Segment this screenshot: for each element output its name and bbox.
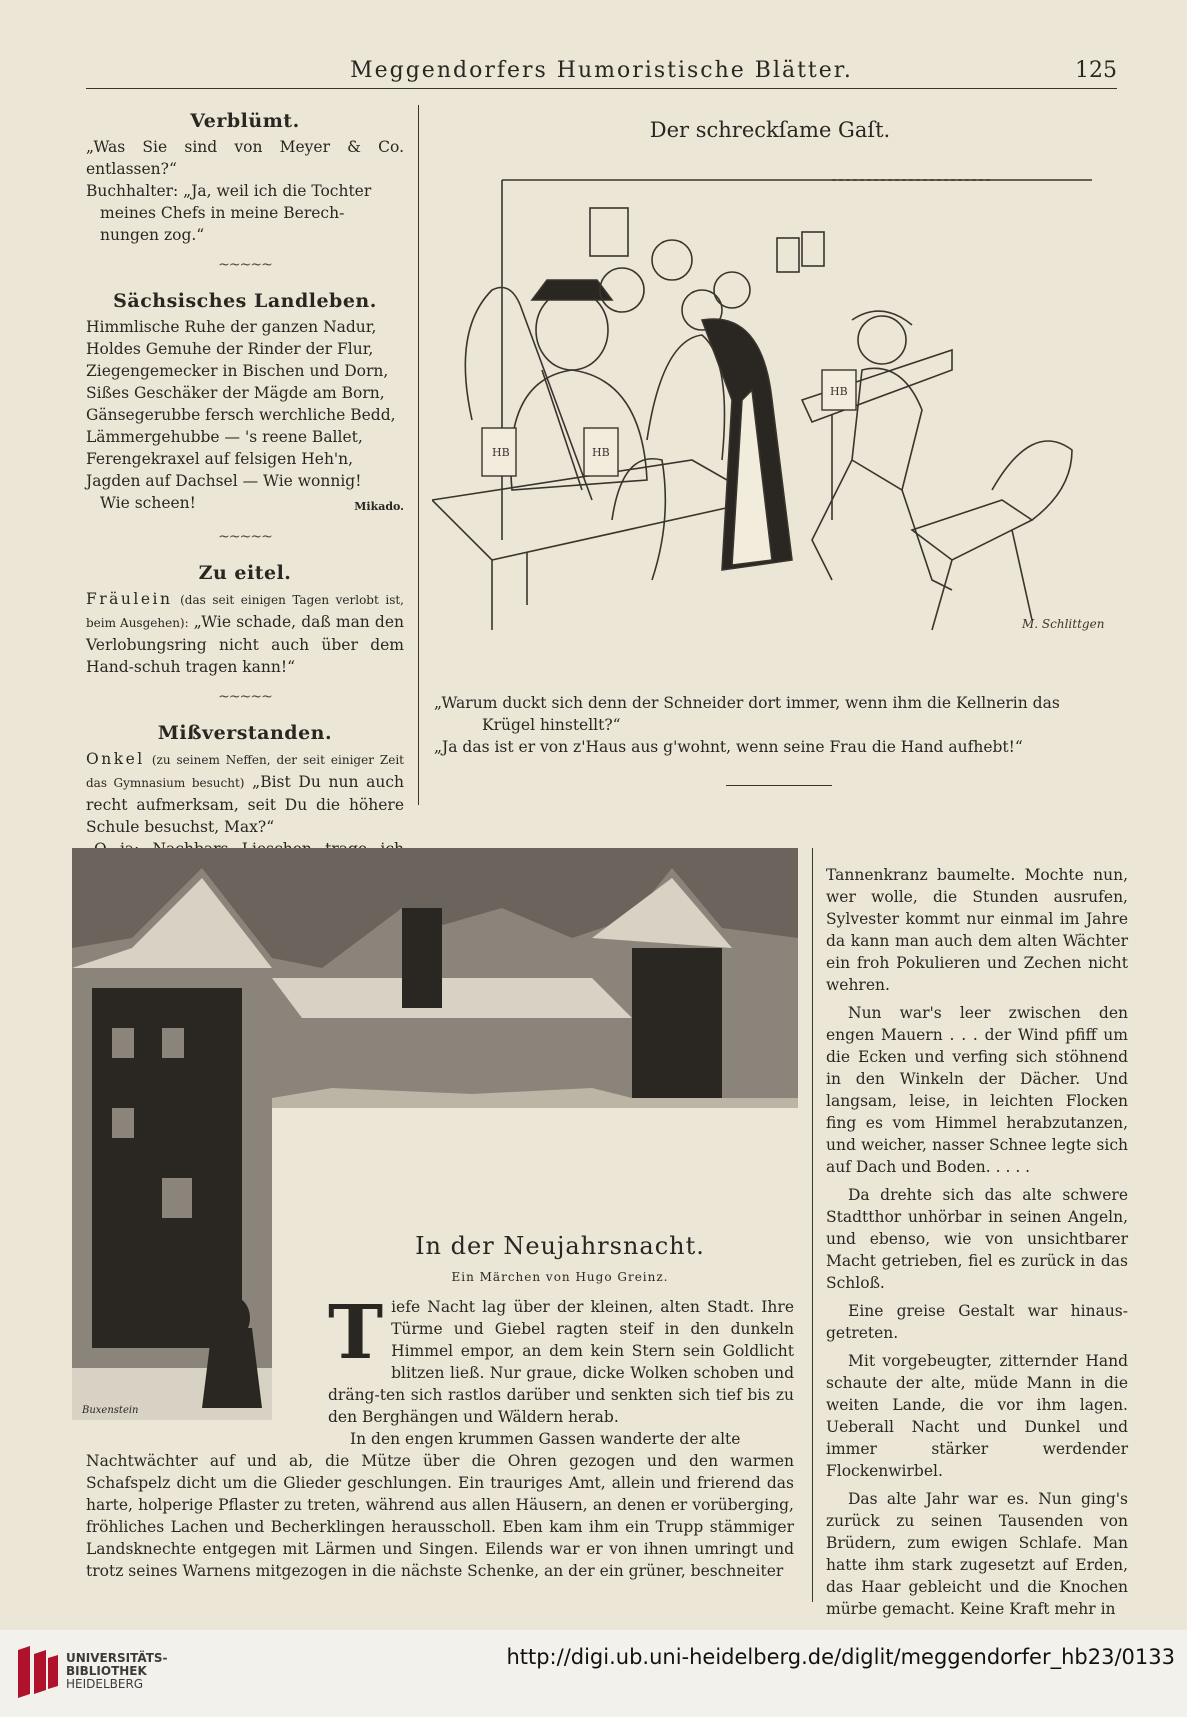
story-title: In der Neujahrsnacht. xyxy=(415,1232,705,1260)
story-paragraph: Tannenkranz baumelte. Mochte nun, wer wolle, die Stunden ausrufen, Sylvester kommt nur einmal im Jahre da kann man auch dem alten Wächter ein froh Pokulieren und Zechen nicht wehren. xyxy=(826,866,1128,994)
story-paragraph: In den engen krummen Gassen wanderte der alte xyxy=(350,1430,741,1448)
stage-aside: (das seit einigen Tagen verlobt ist, beim Ausgehen): xyxy=(86,593,404,630)
joke-paragraph xyxy=(86,588,404,678)
joke-line: „Was Sie sind von Meyer & Co. entlassen?“ xyxy=(86,138,404,178)
page-header xyxy=(86,54,1117,89)
poem-signature: Mikado. xyxy=(354,500,404,513)
left-column xyxy=(86,110,404,904)
illustrator-signature: Buxenstein xyxy=(82,1405,139,1416)
source-url-link[interactable]: http://digi.ub.uni-heidelberg.de/diglit/meggendorfer_hb23/0133 xyxy=(506,1645,1175,1669)
tavern-cartoon-illustration xyxy=(432,160,1112,680)
ornament-divider: ~~~~~ xyxy=(218,689,272,705)
ornament-divider: ~~~~~ xyxy=(218,529,272,545)
story-paragraph: Nun war's leer zwischen den engen Mauern . . . der Wind pfiff um die Ecken und verfing sich stöhnend in den Winkeln der Dächer. Und langsam, leise, in leichten Flocken fing es vom Himmel herabzutanzen, und weicher, nasser Schnee legte sich auf Dach und Boden. . . . . xyxy=(826,1004,1128,1176)
viewer-footer xyxy=(0,1630,1187,1717)
column-divider xyxy=(812,848,813,1602)
joke-heading-1: Verblümt. xyxy=(190,110,300,132)
mug-mark: HB xyxy=(830,385,848,398)
library-logo-icon xyxy=(14,1644,60,1700)
joke-heading-3: Zu eitel. xyxy=(198,562,292,584)
joke-paragraph xyxy=(86,748,404,838)
joke-text: „Bist Du nun auch recht aufmerksam, seit Du die höhere Schule besuchst, Max?“ xyxy=(86,773,405,836)
joke-text: „Wie schade, daß man den Verlobungsring nicht auch über dem Hand-schuh tragen kann!“ xyxy=(86,613,405,676)
speaker: Onkel xyxy=(86,750,145,768)
right-column xyxy=(826,864,1128,1626)
joke-line: nungen zog.“ xyxy=(100,226,205,244)
library-name xyxy=(66,1652,168,1691)
story-paragraph: Eine greise Gestalt war hinaus-getreten. xyxy=(826,1302,1128,1342)
story-continuation xyxy=(86,1450,794,1582)
story-paragraph: Mit vorgebeugter, zitternder Hand schaute der alte, müde Mann in die weiten Lande, die vor ihm lagen. Ueberall Nacht und Dunkel und immer stärker werdender Flockenwirbel. xyxy=(826,1352,1128,1480)
poem-line: Jagden auf Dachsel — Wie wonnig! xyxy=(86,472,362,490)
library-name-line: HEIDELBERG xyxy=(66,1677,144,1691)
poem-line: Holdes Gemuhe der Rinder der Flur, xyxy=(86,340,374,358)
poem-line: Ziegengemecker in Bischen und Dorn, xyxy=(86,362,389,380)
joke-line: meines Chefs in meine Berech- xyxy=(100,204,345,222)
drop-cap: T xyxy=(328,1290,384,1376)
library-name-line: BIBLIOTHEK xyxy=(66,1664,147,1678)
artist-signature: M. Schlittgen xyxy=(1022,617,1105,631)
joke-heading-4: Mißverstanden. xyxy=(157,722,333,744)
cartoon-title: Der schreckſame Gaſt. xyxy=(649,118,891,142)
story-paragraph: Da drehte sich das alte schwere Stadtthor unhörbar in seinen Angeln, und ebenso, wie von unsichtbarer Macht getrieben, fiel es zurück in das Schloß. xyxy=(826,1186,1128,1292)
poem-line: Ferengekraxel auf felsigen Heh'n, xyxy=(86,450,354,468)
story-paragraph: Das alte Jahr war es. Nun ging's zurück zu seinen Tausenden von Brüdern, zum ewigen Schlafe. Man hatte ihm stark zugesetzt auf Erden, das Haar gebleicht und die Knochen mürbe gemacht. Keine Kraft mehr in xyxy=(826,1490,1128,1618)
stage-aside: (zu seinem Neffen, der seit einiger Zeit das Gymnasium besucht) xyxy=(86,753,404,790)
caption-line: Krügel hinstellt?“ xyxy=(482,716,621,734)
poem-heading: Sächsisches Landleben. xyxy=(113,290,377,312)
poem-line: Sißes Geschäker der Mägde am Born, xyxy=(86,384,385,402)
mug-mark: HB xyxy=(592,446,610,459)
caption-line: „Warum duckt sich denn der Schneider dort immer, wenn ihm die Kellnerin das xyxy=(434,694,1060,712)
journal-title: Meggendorfers Humoristische Blätter. xyxy=(350,58,853,83)
mug-mark: HB xyxy=(492,446,510,459)
joke-line: Buchhalter: „Ja, weil ich die Tochter xyxy=(86,182,372,200)
section-rule xyxy=(726,785,832,786)
cartoon-caption xyxy=(434,692,1114,758)
story-opening xyxy=(328,1290,794,1450)
poem-line: Himmlische Ruhe der ganzen Nadur, xyxy=(86,318,377,336)
story-byline: Ein Märchen von Hugo Greinz. xyxy=(451,1270,669,1284)
speaker: Fräulein xyxy=(86,590,173,608)
story-paragraph: iefe Nacht lag über der kleinen, alten Stadt. Ihre Türme und Giebel ragten steif in den dunkeln Himmel empor, an dem kein Stern sein Goldlicht blitzen ließ. Nur graue, dicke Wolken schoben und dräng-ten sich rastlos darüber und senkten sich tief bis zu den Berghängen und Wäldern herab. xyxy=(328,1298,794,1426)
library-name-line: UNIVERSITÄTS- xyxy=(66,1651,168,1665)
ornament-divider: ~~~~~ xyxy=(218,257,272,273)
poem-line: Lämmergehubbe — 's reene Ballet, xyxy=(86,428,363,446)
column-divider xyxy=(418,105,419,805)
story-paragraph: Nachtwächter auf und ab, die Mütze über die Ohren gezogen und den warmen Schafspelz dicht um die Glieder geschlungen. Ein trauriges Amt, allein und frierend das harte, holperige Pflaster zu treten, während aus allen Häusern, an denen er vorüberging, fröhliches Lachen und Becherklingen herausscholl. Eben kam ihm ein Trupp stämmiger Landsknechte entgegen mit Lärmen und Singen. Eilends war er von ihnen umringt und trotz seines Warnens mitgezogen in die nächste Schenke, an der ein grüner, beschneiter xyxy=(86,1452,794,1580)
poem-line: Wie scheen! xyxy=(100,494,196,512)
caption-line: „Ja das ist er von z'Haus aus g'wohnt, wenn seine Frau die Hand aufhebt!“ xyxy=(434,738,1023,756)
page-number: 125 xyxy=(1075,58,1117,83)
poem-line: Gänsegerubbe fersch werchliche Bedd, xyxy=(86,406,396,424)
